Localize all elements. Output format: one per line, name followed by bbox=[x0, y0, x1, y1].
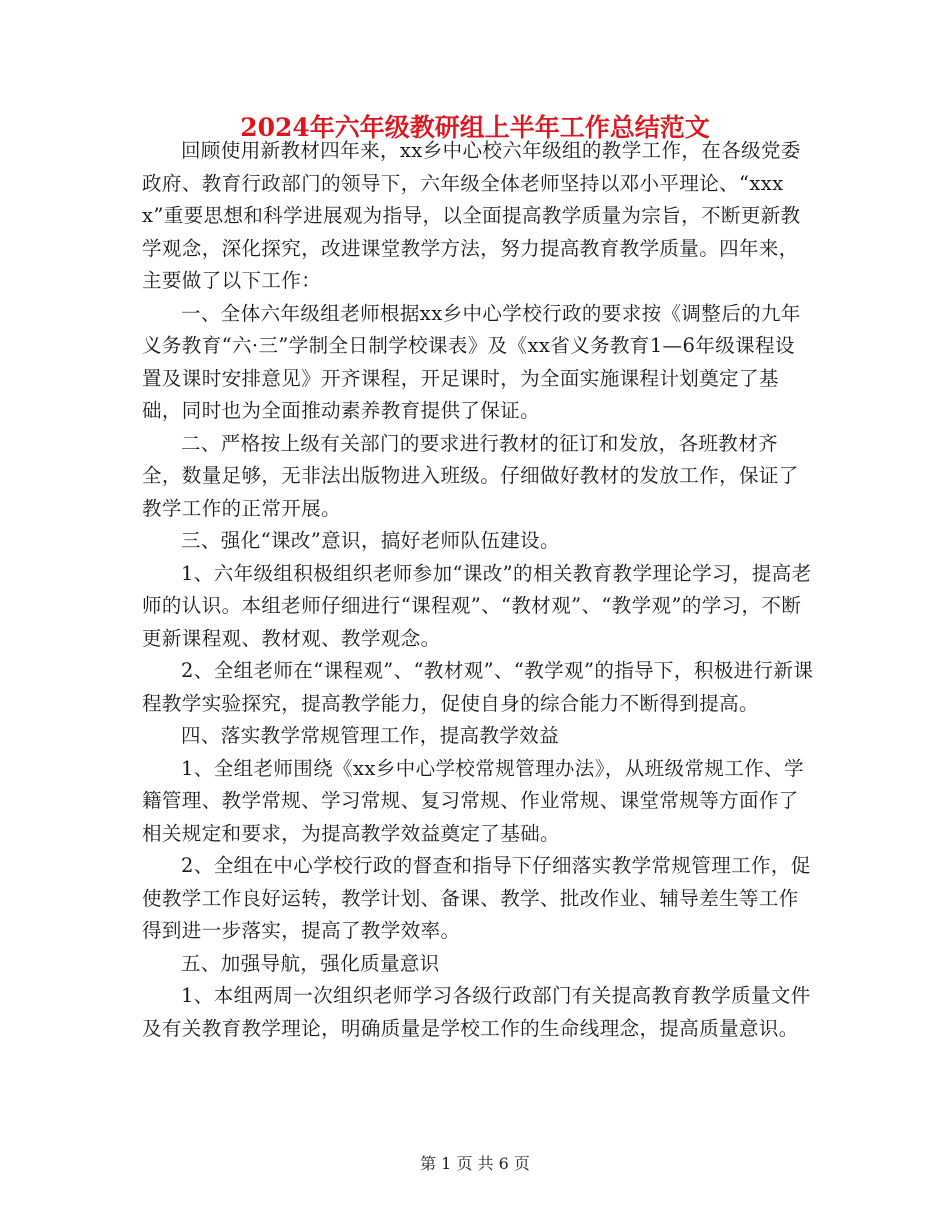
paragraph-section-4-item-1: 1、全组老师围绕《xx乡中心学校常规管理办法》，从班级常规工作、学籍管理、教学常规、学习常规、复习常规、作业常规、课堂常规等方面作了相关规定和要求，为提高教学效益奠定了基础。 bbox=[142, 756, 804, 845]
document-title: 2024年六年级教研组上半年工作总结范文 bbox=[240, 113, 710, 142]
paragraph-section-4-item-2: 2、全组在中心学校行政的督查和指导下仔细落实教学常规管理工作，促使教学工作良好运转，教学计划、备课、教学、批改作业、辅导差生等工作得到进一步落实，提高了教学效率。 bbox=[142, 854, 811, 942]
paragraph-section-1: 一、全体六年级组老师根据xx乡中心学校行政的要求按《调整后的九年义务教育“六·三”学制全日制学校课表》及《xx省义务教育1—6年级课程设置及课时安排意见》开齐课程，开足课时，为全面实施课程计划奠定了基础，同时也为全面推动素养教育提供了保证。 bbox=[142, 301, 801, 422]
paragraph-section-5-heading: 五、加强导航，强化质量意识 bbox=[181, 951, 440, 975]
paragraph-intro: 回顾使用新教材四年来，xx乡中心校六年级组的教学工作，在各级党委政府、教育行政部门的领导下，六年级全体老师坚持以邓小平理论、“xxxx”重要思想和科学进展观为指导，以全面提高教学质量为宗旨，不断更新教学观念，深化探究，改进课堂教学方法，努力提高教育教学质量。四年来，主要做了以下工作： bbox=[142, 139, 801, 292]
document-body bbox=[142, 135, 814, 1045]
paragraph-section-5-item-1: 1、本组两周一次组织老师学习各级行政部门有关提高教育教学质量文件及有关教育教学理论，明确质量是学校工作的生命线理念，提高质量意识。 bbox=[142, 984, 811, 1040]
paragraph-section-4-heading: 四、落实教学常规管理工作，提高教学效益 bbox=[181, 724, 560, 747]
paragraph-section-3-item-2: 2、全组老师在“课程观”、“教材观”、“教学观”的指导下，积极进行新课程教学实验探究，提高教学能力，促使自身的综合能力不断得到提高。 bbox=[142, 659, 814, 715]
paragraph-section-3-item-1: 1、六年级组积极组织老师参加“课改”的相关教育教学理论学习，提高老师的认识。本组老师仔细进行“课程观”、“教材观”、“教学观”的学习，不断更新课程观、教材观、教学观念。 bbox=[142, 561, 812, 650]
page-number-footer: 第 1 页 共 6 页 bbox=[420, 1154, 530, 1173]
paragraph-section-2: 二、严格按上级有关部门的要求进行教材的征订和发放，各班教材齐全，数量足够，无非法出版物进入班级。仔细做好教材的发放工作，保证了教学工作的正常开展。 bbox=[142, 431, 799, 520]
paragraph-section-3-heading: 三、强化“课改”意识，搞好老师队伍建设。 bbox=[181, 529, 560, 552]
